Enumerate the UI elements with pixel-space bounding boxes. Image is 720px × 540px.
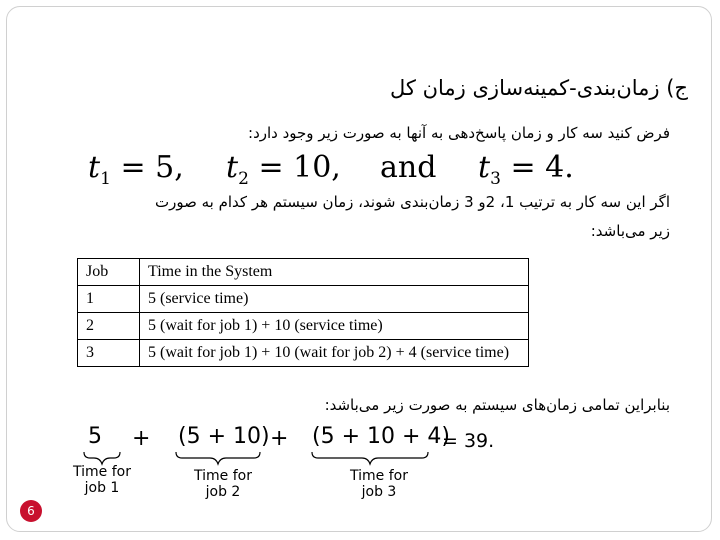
term-job2: (5 + 10) — [178, 424, 270, 449]
order-text-line1: اگر این سه کار به ترتیب 1، 2و 3 زمان‌بندی شوند، زمان سیستم هر کدام به صورت — [155, 193, 670, 211]
plus-sign: + — [132, 426, 151, 451]
underbrace-job1 — [84, 452, 120, 464]
job-cell: 1 — [78, 286, 140, 313]
table-row — [78, 340, 529, 367]
time-cell: 5 (wait for job 1) + 10 (service time) — [140, 313, 529, 340]
underbrace-job2 — [176, 452, 260, 464]
job-time-table — [77, 258, 529, 367]
plus-sign: + — [270, 426, 289, 451]
total-time-formula — [60, 422, 500, 512]
t3-term: $t_3 = 4$. — [478, 150, 574, 189]
total-intro-text: بنابراین تمامی زمان‌های سیستم به صورت زیر می‌باشد: — [324, 396, 670, 414]
time-cell: 5 (service time) — [140, 286, 529, 313]
order-text-line2: زیر می‌باشد: — [590, 222, 670, 240]
underbrace-job3 — [312, 452, 428, 464]
label-job3: Time for job 3 — [350, 468, 408, 500]
table-header-row — [78, 259, 529, 286]
job-cell: 3 — [78, 340, 140, 367]
header-job: Job — [78, 259, 140, 286]
table-row — [78, 313, 529, 340]
formula-result: = 39. — [442, 430, 495, 452]
header-time: Time in the System — [140, 259, 529, 286]
page-number-badge: 6 — [20, 500, 42, 522]
term-job3: (5 + 10 + 4) — [312, 424, 450, 449]
slide-title: ج) زمان‌بندی-کمینه‌سازی زمان کل — [390, 76, 688, 100]
t1-term: $t_1 = 5$, — [88, 150, 184, 189]
and-word: and — [380, 150, 437, 185]
label-job1: Time for job 1 — [73, 464, 131, 496]
intro-text: فرض کنید سه کار و زمان پاسخ‌دهی به آنها به صورت زیر وجود دارد: — [248, 124, 670, 142]
label-job2: Time for job 2 — [194, 468, 252, 500]
time-cell: 5 (wait for job 1) + 10 (wait for job 2) + 4 (service time) — [140, 340, 529, 367]
table-row — [78, 286, 529, 313]
term-job1: 5 — [88, 424, 102, 449]
job-cell: 2 — [78, 313, 140, 340]
t2-term: $t_2 = 10$, — [226, 150, 341, 189]
